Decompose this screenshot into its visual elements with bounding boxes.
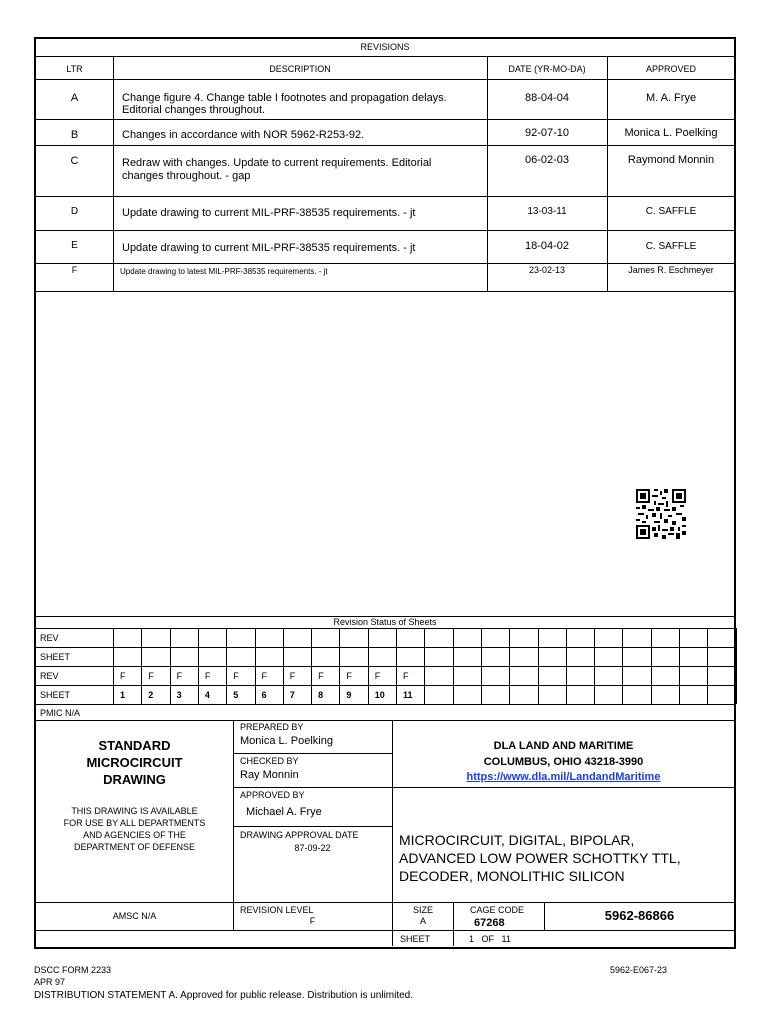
revision-level-value: F: [309, 916, 316, 926]
rev-a-approved: M. A. Frye: [645, 92, 697, 104]
status-rev-cell: F: [346, 671, 352, 681]
status-rev-cell: F: [176, 671, 183, 681]
approval-date-value: 87-09-22: [294, 843, 331, 853]
status-sheet-cell: 7: [289, 690, 295, 700]
status-row-label: REV: [40, 671, 59, 681]
revision-level-label: REVISION LEVEL: [240, 905, 314, 915]
status-sheet-cell: 6: [261, 690, 267, 700]
status-sheet-cell: 5: [233, 690, 239, 700]
rev-f-date: 23-02-13: [528, 265, 566, 275]
status-grid-line: [255, 628, 256, 704]
status-rev-cell: F: [318, 671, 324, 681]
size-label: SIZE: [412, 905, 433, 915]
status-grid-line: [509, 628, 510, 704]
rev-e-approved: C. SAFFLE: [645, 241, 697, 252]
status-grid-line: [622, 628, 623, 704]
rev-c-description: Redraw with changes. Update to current requirements. Editorial changes throughout. - gap: [122, 157, 432, 182]
rev-a-date: 88-04-04: [524, 92, 570, 104]
part-title-line: DECODER, MONOLITHIC SILICON: [399, 868, 625, 884]
rev-b-ltr: B: [70, 129, 79, 141]
rev-f-approved: James R. Eschmeyer: [628, 265, 714, 275]
status-rev-cell: F: [120, 671, 126, 681]
availability-line: THIS DRAWING IS AVAILABLE: [71, 806, 198, 816]
prepared-by-label: PREPARED BY: [240, 722, 304, 732]
document-number: 5962-E067-23: [610, 965, 668, 975]
standard-label: STANDARD: [98, 738, 171, 753]
drawing-number: 5962-86866: [604, 908, 675, 923]
prepared-by-name: Monica L. Poelking: [240, 735, 333, 747]
rev-e-date: 18-04-02: [524, 240, 570, 252]
org-address: COLUMBUS, OHIO 43218-3990: [483, 756, 644, 768]
cage-code-value: 67268: [474, 917, 505, 929]
status-grid-line: [424, 628, 425, 704]
status-grid-line: [481, 628, 482, 704]
status-grid-line: [113, 628, 114, 704]
rev-e-ltr: E: [71, 240, 78, 251]
description-header: DESCRIPTION: [269, 64, 331, 74]
rev-a-description: Change figure 4. Change table I footnotes and propagation delays. Editorial changes throughout.: [122, 92, 447, 116]
status-grid-line: [170, 628, 171, 704]
status-grid-line: [368, 628, 369, 704]
status-grid-line: [226, 628, 227, 704]
status-grid-line: [198, 628, 199, 704]
status-sheet-cell: 3: [176, 690, 182, 700]
amsc-label: AMSC N/A: [112, 911, 157, 921]
pmic-label: PMIC N/A: [40, 708, 81, 718]
status-grid-line: [679, 628, 680, 704]
qr-code: [636, 489, 686, 539]
status-sheet-cell: 1: [120, 690, 126, 700]
status-grid-line: [311, 628, 312, 704]
status-grid-line: [453, 628, 454, 704]
status-rev-cell: F: [204, 671, 211, 681]
rev-d-approved: C. SAFFLE: [645, 206, 697, 217]
status-grid-line: [651, 628, 652, 704]
rev-f-description: Update drawing to latest MIL-PRF-38535 requirements. - jt: [120, 267, 328, 276]
status-sheet-cell: 8: [318, 690, 324, 700]
size-value: A: [419, 916, 426, 926]
rev-c-date: 06-02-03: [524, 154, 570, 166]
status-rev-cell: F: [289, 671, 296, 681]
status-sheet-cell: 9: [346, 690, 352, 700]
rev-d-description: Update drawing to current MIL-PRF-38535 requirements. - jt: [122, 207, 416, 219]
status-grid-line: [566, 628, 567, 704]
form-date: APR 97: [34, 977, 66, 987]
approval-date-label: DRAWING APPROVAL DATE: [240, 830, 359, 840]
org-name: DLA LAND AND MARITIME: [493, 740, 634, 752]
status-row-label: SHEET: [40, 690, 71, 700]
status-grid-line: [396, 628, 397, 704]
availability-line: FOR USE BY ALL DEPARTMENTS: [63, 818, 206, 828]
part-title-line: ADVANCED LOW POWER SCHOTTKY TTL,: [399, 850, 681, 866]
status-rev-cell: F: [261, 671, 267, 681]
sheet-label: SHEET: [400, 934, 431, 944]
approved-by-name: Michael A. Frye: [246, 806, 322, 818]
status-sheet-cell: 2: [148, 690, 154, 700]
cage-code-label: CAGE CODE: [470, 905, 525, 915]
status-grid-line: [283, 628, 284, 704]
rev-f-ltr: F: [71, 265, 78, 275]
form-number: DSCC FORM 2233: [34, 965, 112, 975]
rev-d-date: 13-03-11: [527, 206, 567, 217]
sheet-value: 1 OF 11: [469, 934, 511, 944]
checked-by-label: CHECKED BY: [240, 756, 299, 766]
status-grid-line: [594, 628, 595, 704]
availability-line: DEPARTMENT OF DEFENSE: [73, 842, 196, 852]
drawing-label: DRAWING: [103, 772, 166, 787]
status-grid-line: [736, 628, 737, 704]
status-sheet-cell: 11: [403, 690, 413, 700]
status-grid-line: [339, 628, 340, 704]
revision-status-title: Revision Status of Sheets: [333, 617, 437, 627]
approved-by-label: APPROVED BY: [240, 790, 305, 800]
status-rev-cell: F: [233, 671, 239, 681]
rev-a-ltr: A: [70, 92, 79, 104]
rev-d-ltr: D: [70, 206, 79, 217]
status-sheet-cell: 10: [374, 690, 385, 700]
microcircuit-label: MICROCIRCUIT: [86, 755, 183, 770]
status-sheet-cell: 4: [204, 690, 210, 700]
revisions-title: REVISIONS: [360, 42, 410, 52]
rev-c-ltr: C: [70, 155, 79, 167]
rev-b-description: Changes in accordance with NOR 5962-R253-92.: [122, 129, 365, 141]
status-rev-cell: F: [374, 671, 381, 681]
part-title-line: MICROCIRCUIT, DIGITAL, BIPOLAR,: [399, 832, 635, 848]
distribution-statement: DISTRIBUTION STATEMENT A. Approved for public release. Distribution is unlimited.: [34, 990, 414, 1001]
status-row-label: SHEET: [40, 652, 71, 662]
status-rev-cell: F: [403, 671, 409, 681]
status-grid-line: [707, 628, 708, 704]
rev-e-description: Update drawing to current MIL-PRF-38535 requirements. - jt: [122, 242, 416, 254]
availability-line: AND AGENCIES OF THE: [83, 830, 186, 840]
date-header: DATE (YR-MO-DA): [508, 64, 586, 74]
approved-header: APPROVED: [645, 64, 696, 74]
status-grid-line: [141, 628, 142, 704]
rev-b-date: 92-07-10: [524, 127, 570, 139]
rev-c-approved: Raymond Monnin: [627, 154, 715, 166]
status-row-label: REV: [40, 633, 59, 643]
ltr-header: LTR: [66, 64, 83, 74]
org-url-link[interactable]: https://www.dla.mil/LandandMaritime: [466, 771, 661, 783]
status-grid-line: [538, 628, 539, 704]
status-rev-cell: F: [148, 671, 154, 681]
checked-by-name: Ray Monnin: [240, 769, 299, 781]
rev-b-approved: Monica L. Poelking: [624, 127, 718, 139]
